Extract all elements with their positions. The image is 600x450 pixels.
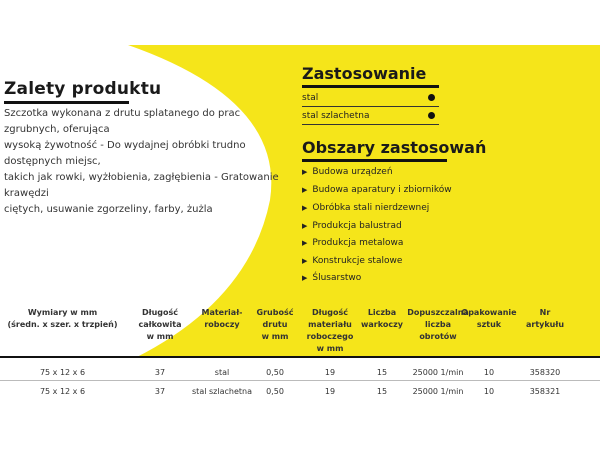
- application-title-underline: [302, 85, 439, 88]
- column-header-total-length: Długość całkowita w mm: [138, 308, 182, 341]
- application-label: stal: [302, 92, 319, 103]
- area-item: ▶ Produkcja balustrad: [302, 221, 402, 231]
- triangle-bullet-icon: ▶: [302, 257, 308, 265]
- table-cell: 0,50: [266, 387, 284, 396]
- area-item: ▶ Ślusarstwo: [302, 273, 362, 283]
- column-header-working-length: Długość materiału roboczego w mm: [306, 308, 354, 353]
- application-label: stal szlachetna: [302, 110, 370, 121]
- area-item: ▶ Produkcja metalowa: [302, 238, 404, 248]
- table-cell: 37: [154, 368, 166, 377]
- column-header-max-rpm: Dopuszczalna liczba obrotów: [407, 308, 469, 341]
- area-item: ▶ Konstrukcje stalowe: [302, 256, 403, 266]
- column-header-braids: Liczba warkoczy: [361, 308, 403, 329]
- table-cell: 25000 1/min: [412, 387, 464, 396]
- table-cell: 10: [483, 387, 495, 396]
- column-header-material: Materiał- roboczy: [201, 308, 243, 329]
- column-header-wire-thickness: Grubość drutu w mm: [256, 308, 294, 341]
- application-row-steel: [302, 89, 439, 106]
- row-divider: [0, 380, 600, 381]
- bullet-dot-icon: [428, 94, 435, 101]
- table-cell: 19: [324, 387, 336, 396]
- triangle-bullet-icon: ▶: [302, 274, 308, 282]
- benefits-line: ciętych, usuwanie zgorzeliny, farby, żużla: [4, 204, 213, 215]
- table-cell: stal szlachetna: [192, 387, 252, 396]
- triangle-bullet-icon: ▶: [302, 204, 308, 212]
- benefits-title: Zalety produktu: [4, 79, 162, 99]
- area-item: ▶ Obróbka stali nierdzewnej: [302, 203, 430, 213]
- benefits-description: [4, 106, 294, 218]
- benefits-title-underline: [4, 101, 129, 104]
- application-row-stainless: [302, 107, 439, 124]
- table-cell: 75 x 12 x 6: [39, 368, 86, 377]
- table-cell: 15: [376, 387, 388, 396]
- table-cell: 358320: [529, 368, 561, 377]
- area-item: ▶ Budowa urządzeń: [302, 167, 393, 177]
- areas-title: Obszary zastosowań: [302, 138, 487, 157]
- divider: [302, 124, 439, 125]
- table-cell: stal: [214, 368, 230, 377]
- table-cell: 358321: [529, 387, 561, 396]
- benefits-line: wysoką żywotność - Do wydajnej obróbki trudno dostępnych miejsc,: [4, 140, 246, 167]
- application-title: Zastosowanie: [302, 64, 427, 83]
- table-cell: 19: [324, 368, 336, 377]
- triangle-bullet-icon: ▶: [302, 222, 308, 230]
- column-header-pack-qty: Opakowanie sztuk: [461, 308, 517, 329]
- triangle-bullet-icon: ▶: [302, 168, 308, 176]
- bullet-dot-icon: [428, 112, 435, 119]
- areas-title-underline: [302, 159, 447, 162]
- table-header-rule: [0, 356, 600, 358]
- triangle-bullet-icon: ▶: [302, 186, 308, 194]
- triangle-bullet-icon: ▶: [302, 239, 308, 247]
- table-cell: 10: [483, 368, 495, 377]
- table-cell: 75 x 12 x 6: [39, 387, 86, 396]
- column-header-article-no: Nr artykułu: [525, 308, 565, 329]
- table-cell: 0,50: [266, 368, 284, 377]
- area-item: ▶ Budowa aparatury i zbiorników: [302, 185, 452, 195]
- table-cell: 37: [154, 387, 166, 396]
- benefits-line: Szczotka wykonana z drutu splatanego do prac zgrubnych, oferująca: [4, 108, 241, 135]
- table-cell: 15: [376, 368, 388, 377]
- benefits-line: takich jak rowki, wyżłobienia, zagłębienia - Gratowanie krawędzi: [4, 172, 279, 199]
- table-cell: 25000 1/min: [412, 368, 464, 377]
- column-header-dimensions: Wymiary w mm (średn. x szer. x trzpień): [7, 308, 118, 329]
